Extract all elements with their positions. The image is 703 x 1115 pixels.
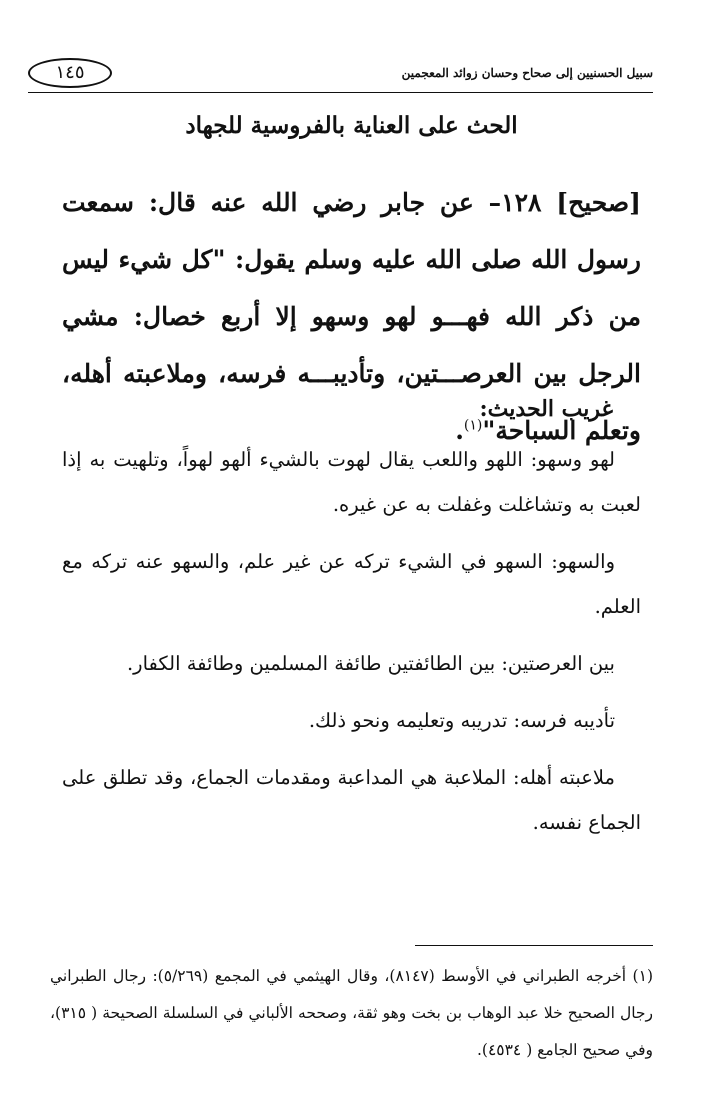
glossary-entry: ملاعبته أهله: الملاعبة هي المداعبة ومقدمات الجماع، وقد تطلق على الجماع نفسه. [62, 766, 641, 834]
section-title: الحث على العناية بالفروسية للجهاد [185, 112, 518, 139]
hadith-grade: [صحيح] [556, 188, 641, 217]
hadith-text: – عن جابر رضي الله عنه قال: سمعت رسول الله صلى الله عليه وسلم يقول: "كل شيء ليس من ذكر الله فهـــو لهو وسهو إلا أربع خصال: مشي الرجل بين العرصـــتين، وتأديبـــه فرسه، وملاعبته أهله، وتعلم السباحة" [62, 188, 641, 445]
hadith-end: . [455, 416, 464, 445]
glossary [62, 437, 641, 857]
header-rule [28, 92, 653, 93]
hadith-number: ١٢٨ [501, 188, 542, 217]
glossary-entry: والسهو: السهو في الشيء تركه عن غير علم، والسهو عنه تركه مع العلم. [62, 550, 641, 618]
gharib-heading: غريب الحديث: [479, 396, 613, 422]
footnote: (١) أخرجه الطبراني في الأوسط (٨١٤٧)، وقال الهيثمي في المجمع (٥/٢٦٩): رجال الطبراني رجال الصحيح خلا عبد الوهاب بن بخت وهو ثقة، وصححه الألباني في السلسلة الصحيحة ( ٣١٥)، وفي صحيح الجامع ( ٤٥٣٤). [50, 967, 653, 1059]
footnote-rule [415, 945, 653, 946]
footnote-marker[interactable]: (١) [463, 417, 483, 434]
page-number: ١٤٥ [28, 58, 112, 88]
running-head [28, 58, 653, 92]
glossary-entry: تأديبه فرسه: تدريبه وتعليمه ونحو ذلك. [308, 709, 615, 732]
running-head-title: سبيل الحسنيين إلى صحاح وحسان زوائد المعجمين [401, 66, 653, 80]
glossary-entry: بين العرصتين: بين الطائفتين طائفة المسلمين وطائفة الكفار. [126, 652, 615, 675]
glossary-entry: لهو وسهو: اللهو واللعب يقال لهوت بالشيء ألهو لهواً، وتلهيت به إذا لعبت به وتشاغلت وغفلت به عن غيره. [62, 448, 641, 516]
